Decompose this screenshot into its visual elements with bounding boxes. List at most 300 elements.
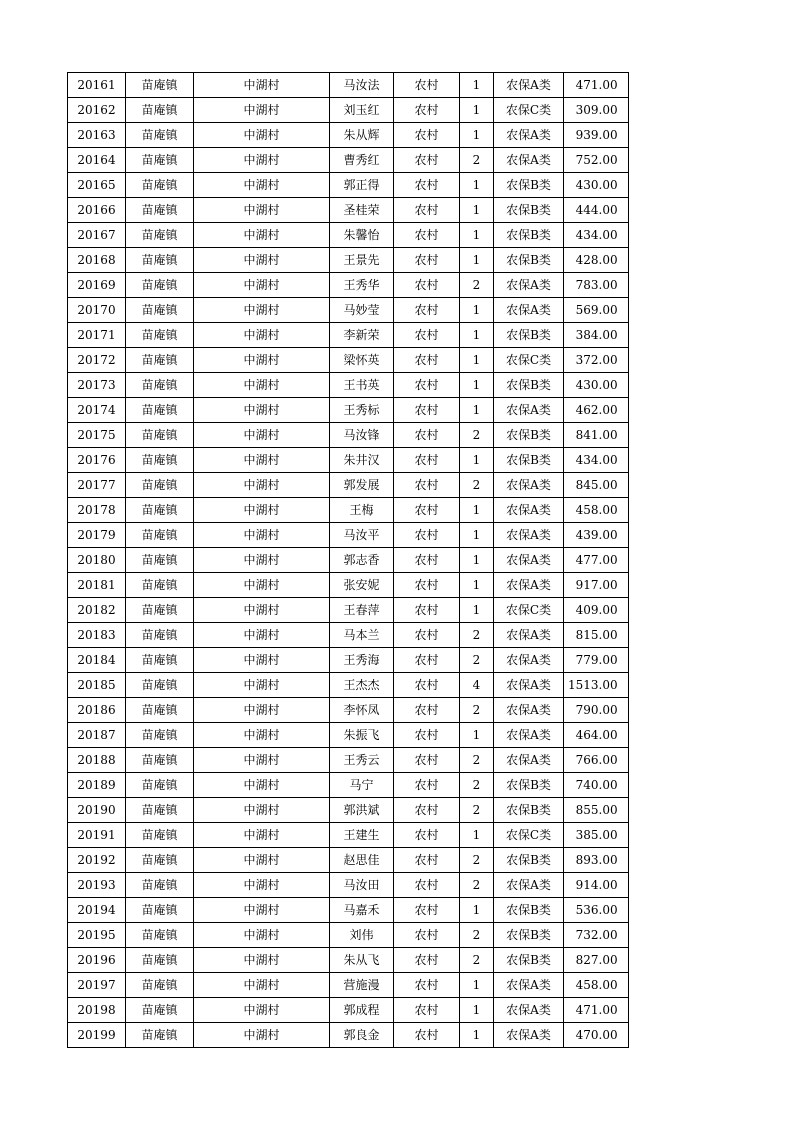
cell-name: 王春萍 <box>330 598 394 623</box>
cell-category: 农保A类 <box>494 273 564 298</box>
cell-village: 中湖村 <box>194 798 330 823</box>
cell-town: 苗庵镇 <box>126 198 194 223</box>
cell-name: 郭正得 <box>330 173 394 198</box>
cell-name: 王书英 <box>330 373 394 398</box>
cell-village: 中湖村 <box>194 348 330 373</box>
cell-type: 农村 <box>394 473 460 498</box>
cell-id: 20174 <box>68 398 126 423</box>
cell-id: 20195 <box>68 923 126 948</box>
cell-town: 苗庵镇 <box>126 223 194 248</box>
cell-name: 王建生 <box>330 823 394 848</box>
cell-village: 中湖村 <box>194 373 330 398</box>
cell-category: 农保B类 <box>494 198 564 223</box>
cell-name: 郭良金 <box>330 1023 394 1048</box>
cell-count: 1 <box>460 898 494 923</box>
cell-name: 朱馨怡 <box>330 223 394 248</box>
cell-amount: 471.00 <box>564 73 629 98</box>
cell-category: 农保C类 <box>494 98 564 123</box>
cell-id: 20198 <box>68 998 126 1023</box>
cell-name: 王秀标 <box>330 398 394 423</box>
cell-town: 苗庵镇 <box>126 73 194 98</box>
cell-id: 20190 <box>68 798 126 823</box>
cell-amount: 779.00 <box>564 648 629 673</box>
cell-type: 农村 <box>394 273 460 298</box>
cell-amount: 1513.00 <box>564 673 629 698</box>
cell-town: 苗庵镇 <box>126 748 194 773</box>
cell-count: 1 <box>460 98 494 123</box>
cell-category: 农保B类 <box>494 373 564 398</box>
table-row <box>68 623 629 648</box>
cell-id: 20161 <box>68 73 126 98</box>
cell-count: 1 <box>460 998 494 1023</box>
table-row <box>68 123 629 148</box>
cell-name: 马汝锋 <box>330 423 394 448</box>
cell-town: 苗庵镇 <box>126 673 194 698</box>
cell-category: 农保A类 <box>494 723 564 748</box>
cell-id: 20165 <box>68 173 126 198</box>
cell-category: 农保B类 <box>494 898 564 923</box>
cell-category: 农保C类 <box>494 348 564 373</box>
table-row <box>68 973 629 998</box>
cell-id: 20191 <box>68 823 126 848</box>
cell-category: 农保A类 <box>494 498 564 523</box>
cell-count: 2 <box>460 773 494 798</box>
cell-type: 农村 <box>394 98 460 123</box>
cell-category: 农保A类 <box>494 473 564 498</box>
cell-town: 苗庵镇 <box>126 473 194 498</box>
cell-name: 王秀华 <box>330 273 394 298</box>
cell-count: 1 <box>460 123 494 148</box>
cell-count: 1 <box>460 523 494 548</box>
cell-name: 刘玉红 <box>330 98 394 123</box>
cell-id: 20176 <box>68 448 126 473</box>
cell-village: 中湖村 <box>194 873 330 898</box>
cell-count: 1 <box>460 173 494 198</box>
cell-id: 20179 <box>68 523 126 548</box>
cell-id: 20166 <box>68 198 126 223</box>
cell-count: 1 <box>460 323 494 348</box>
cell-name: 李新荣 <box>330 323 394 348</box>
cell-id: 20193 <box>68 873 126 898</box>
cell-type: 农村 <box>394 548 460 573</box>
cell-town: 苗庵镇 <box>126 798 194 823</box>
cell-name: 朱井汉 <box>330 448 394 473</box>
cell-name: 马妙莹 <box>330 298 394 323</box>
cell-amount: 309.00 <box>564 98 629 123</box>
table-row <box>68 373 629 398</box>
cell-count: 1 <box>460 973 494 998</box>
cell-town: 苗庵镇 <box>126 573 194 598</box>
cell-type: 农村 <box>394 673 460 698</box>
cell-amount: 917.00 <box>564 573 629 598</box>
cell-type: 农村 <box>394 348 460 373</box>
cell-count: 2 <box>460 473 494 498</box>
cell-amount: 439.00 <box>564 523 629 548</box>
cell-category: 农保A类 <box>494 998 564 1023</box>
cell-town: 苗庵镇 <box>126 348 194 373</box>
cell-count: 1 <box>460 1023 494 1048</box>
cell-amount: 732.00 <box>564 923 629 948</box>
cell-id: 20187 <box>68 723 126 748</box>
cell-town: 苗庵镇 <box>126 423 194 448</box>
cell-name: 王秀海 <box>330 648 394 673</box>
table-row <box>68 648 629 673</box>
cell-id: 20177 <box>68 473 126 498</box>
cell-amount: 939.00 <box>564 123 629 148</box>
cell-amount: 766.00 <box>564 748 629 773</box>
cell-id: 20182 <box>68 598 126 623</box>
cell-id: 20169 <box>68 273 126 298</box>
cell-count: 1 <box>460 498 494 523</box>
cell-village: 中湖村 <box>194 998 330 1023</box>
cell-count: 1 <box>460 598 494 623</box>
cell-town: 苗庵镇 <box>126 523 194 548</box>
cell-count: 2 <box>460 848 494 873</box>
cell-count: 1 <box>460 398 494 423</box>
cell-type: 农村 <box>394 748 460 773</box>
table-row <box>68 598 629 623</box>
cell-type: 农村 <box>394 623 460 648</box>
cell-id: 20197 <box>68 973 126 998</box>
cell-amount: 855.00 <box>564 798 629 823</box>
cell-category: 农保B类 <box>494 423 564 448</box>
table-row <box>68 1023 629 1048</box>
cell-type: 农村 <box>394 223 460 248</box>
cell-type: 农村 <box>394 373 460 398</box>
cell-village: 中湖村 <box>194 723 330 748</box>
cell-type: 农村 <box>394 973 460 998</box>
table-row <box>68 823 629 848</box>
cell-name: 营施漫 <box>330 973 394 998</box>
table-row <box>68 548 629 573</box>
cell-type: 农村 <box>394 598 460 623</box>
cell-count: 2 <box>460 798 494 823</box>
table-row <box>68 523 629 548</box>
cell-category: 农保B类 <box>494 798 564 823</box>
cell-count: 1 <box>460 248 494 273</box>
table-row <box>68 698 629 723</box>
cell-amount: 569.00 <box>564 298 629 323</box>
cell-category: 农保A类 <box>494 123 564 148</box>
table-row <box>68 673 629 698</box>
cell-name: 圣桂荣 <box>330 198 394 223</box>
cell-village: 中湖村 <box>194 623 330 648</box>
cell-village: 中湖村 <box>194 423 330 448</box>
cell-village: 中湖村 <box>194 398 330 423</box>
cell-town: 苗庵镇 <box>126 773 194 798</box>
cell-village: 中湖村 <box>194 848 330 873</box>
cell-id: 20168 <box>68 248 126 273</box>
cell-type: 农村 <box>394 248 460 273</box>
cell-village: 中湖村 <box>194 973 330 998</box>
cell-id: 20164 <box>68 148 126 173</box>
data-table <box>67 72 629 1048</box>
cell-id: 20181 <box>68 573 126 598</box>
table-row <box>68 898 629 923</box>
cell-name: 朱从飞 <box>330 948 394 973</box>
cell-category: 农保B类 <box>494 248 564 273</box>
cell-town: 苗庵镇 <box>126 698 194 723</box>
cell-count: 1 <box>460 573 494 598</box>
cell-amount: 914.00 <box>564 873 629 898</box>
cell-category: 农保B类 <box>494 173 564 198</box>
cell-amount: 428.00 <box>564 248 629 273</box>
cell-name: 梁怀英 <box>330 348 394 373</box>
cell-type: 农村 <box>394 198 460 223</box>
table-row <box>68 498 629 523</box>
cell-count: 2 <box>460 423 494 448</box>
cell-name: 王梅 <box>330 498 394 523</box>
cell-id: 20186 <box>68 698 126 723</box>
cell-category: 农保B类 <box>494 848 564 873</box>
cell-village: 中湖村 <box>194 698 330 723</box>
cell-count: 2 <box>460 148 494 173</box>
cell-town: 苗庵镇 <box>126 448 194 473</box>
cell-category: 农保B类 <box>494 773 564 798</box>
cell-id: 20194 <box>68 898 126 923</box>
cell-count: 2 <box>460 748 494 773</box>
cell-id: 20167 <box>68 223 126 248</box>
table-row <box>68 748 629 773</box>
cell-category: 农保A类 <box>494 673 564 698</box>
cell-count: 4 <box>460 673 494 698</box>
cell-type: 农村 <box>394 498 460 523</box>
cell-amount: 841.00 <box>564 423 629 448</box>
cell-town: 苗庵镇 <box>126 548 194 573</box>
cell-type: 农村 <box>394 398 460 423</box>
cell-amount: 815.00 <box>564 623 629 648</box>
cell-amount: 409.00 <box>564 598 629 623</box>
cell-name: 王杰杰 <box>330 673 394 698</box>
cell-id: 20188 <box>68 748 126 773</box>
table-row <box>68 573 629 598</box>
cell-type: 农村 <box>394 773 460 798</box>
cell-town: 苗庵镇 <box>126 873 194 898</box>
cell-village: 中湖村 <box>194 473 330 498</box>
cell-village: 中湖村 <box>194 298 330 323</box>
table-row <box>68 873 629 898</box>
cell-amount: 790.00 <box>564 698 629 723</box>
cell-id: 20162 <box>68 98 126 123</box>
cell-town: 苗庵镇 <box>126 648 194 673</box>
cell-count: 2 <box>460 923 494 948</box>
cell-amount: 783.00 <box>564 273 629 298</box>
cell-id: 20163 <box>68 123 126 148</box>
cell-type: 农村 <box>394 923 460 948</box>
cell-name: 曹秀红 <box>330 148 394 173</box>
cell-count: 2 <box>460 873 494 898</box>
cell-count: 1 <box>460 223 494 248</box>
cell-village: 中湖村 <box>194 823 330 848</box>
cell-type: 农村 <box>394 823 460 848</box>
cell-amount: 740.00 <box>564 773 629 798</box>
cell-village: 中湖村 <box>194 648 330 673</box>
cell-name: 郭洪斌 <box>330 798 394 823</box>
cell-name: 郭发展 <box>330 473 394 498</box>
cell-amount: 477.00 <box>564 548 629 573</box>
cell-category: 农保A类 <box>494 573 564 598</box>
cell-name: 马宁 <box>330 773 394 798</box>
cell-category: 农保C类 <box>494 598 564 623</box>
cell-town: 苗庵镇 <box>126 273 194 298</box>
cell-village: 中湖村 <box>194 323 330 348</box>
cell-category: 农保A类 <box>494 648 564 673</box>
cell-town: 苗庵镇 <box>126 923 194 948</box>
cell-name: 王景先 <box>330 248 394 273</box>
cell-count: 1 <box>460 723 494 748</box>
cell-type: 农村 <box>394 698 460 723</box>
table-row <box>68 98 629 123</box>
cell-id: 20192 <box>68 848 126 873</box>
table-row <box>68 323 629 348</box>
cell-village: 中湖村 <box>194 948 330 973</box>
cell-category: 农保B类 <box>494 323 564 348</box>
cell-amount: 434.00 <box>564 448 629 473</box>
cell-name: 马汝平 <box>330 523 394 548</box>
cell-id: 20196 <box>68 948 126 973</box>
cell-id: 20183 <box>68 623 126 648</box>
cell-category: 农保B类 <box>494 923 564 948</box>
cell-village: 中湖村 <box>194 73 330 98</box>
cell-category: 农保A类 <box>494 398 564 423</box>
cell-type: 农村 <box>394 73 460 98</box>
cell-type: 农村 <box>394 173 460 198</box>
cell-count: 1 <box>460 298 494 323</box>
table-row <box>68 73 629 98</box>
cell-type: 农村 <box>394 423 460 448</box>
cell-town: 苗庵镇 <box>126 148 194 173</box>
cell-town: 苗庵镇 <box>126 248 194 273</box>
cell-name: 赵思佳 <box>330 848 394 873</box>
table-row <box>68 273 629 298</box>
cell-count: 2 <box>460 648 494 673</box>
cell-category: 农保A类 <box>494 698 564 723</box>
table-row <box>68 398 629 423</box>
cell-name: 朱从辉 <box>330 123 394 148</box>
cell-id: 20172 <box>68 348 126 373</box>
cell-town: 苗庵镇 <box>126 1023 194 1048</box>
cell-name: 李怀凤 <box>330 698 394 723</box>
cell-name: 马汝法 <box>330 73 394 98</box>
cell-category: 农保A类 <box>494 548 564 573</box>
cell-town: 苗庵镇 <box>126 98 194 123</box>
cell-id: 20184 <box>68 648 126 673</box>
cell-type: 农村 <box>394 648 460 673</box>
cell-amount: 827.00 <box>564 948 629 973</box>
cell-type: 农村 <box>394 123 460 148</box>
cell-name: 马嘉禾 <box>330 898 394 923</box>
cell-count: 2 <box>460 698 494 723</box>
cell-type: 农村 <box>394 298 460 323</box>
cell-village: 中湖村 <box>194 148 330 173</box>
cell-village: 中湖村 <box>194 248 330 273</box>
cell-type: 农村 <box>394 323 460 348</box>
table-row <box>68 348 629 373</box>
cell-type: 农村 <box>394 848 460 873</box>
table-row <box>68 723 629 748</box>
cell-count: 1 <box>460 373 494 398</box>
cell-count: 1 <box>460 448 494 473</box>
table-row <box>68 248 629 273</box>
cell-name: 朱振飞 <box>330 723 394 748</box>
cell-village: 中湖村 <box>194 198 330 223</box>
cell-type: 农村 <box>394 523 460 548</box>
cell-id: 20178 <box>68 498 126 523</box>
cell-village: 中湖村 <box>194 598 330 623</box>
cell-town: 苗庵镇 <box>126 373 194 398</box>
cell-amount: 471.00 <box>564 998 629 1023</box>
cell-category: 农保A类 <box>494 973 564 998</box>
cell-type: 农村 <box>394 898 460 923</box>
cell-amount: 536.00 <box>564 898 629 923</box>
cell-town: 苗庵镇 <box>126 898 194 923</box>
cell-count: 1 <box>460 73 494 98</box>
table-row <box>68 998 629 1023</box>
cell-village: 中湖村 <box>194 548 330 573</box>
cell-amount: 458.00 <box>564 973 629 998</box>
cell-town: 苗庵镇 <box>126 623 194 648</box>
cell-category: 农保B类 <box>494 223 564 248</box>
cell-amount: 752.00 <box>564 148 629 173</box>
cell-village: 中湖村 <box>194 573 330 598</box>
table-row <box>68 448 629 473</box>
cell-village: 中湖村 <box>194 173 330 198</box>
cell-village: 中湖村 <box>194 1023 330 1048</box>
cell-name: 马汝田 <box>330 873 394 898</box>
cell-type: 农村 <box>394 573 460 598</box>
cell-id: 20199 <box>68 1023 126 1048</box>
cell-village: 中湖村 <box>194 673 330 698</box>
cell-amount: 845.00 <box>564 473 629 498</box>
cell-amount: 434.00 <box>564 223 629 248</box>
table-row <box>68 923 629 948</box>
table-row <box>68 773 629 798</box>
cell-category: 农保A类 <box>494 523 564 548</box>
cell-town: 苗庵镇 <box>126 598 194 623</box>
cell-town: 苗庵镇 <box>126 398 194 423</box>
cell-type: 农村 <box>394 998 460 1023</box>
cell-count: 2 <box>460 623 494 648</box>
cell-village: 中湖村 <box>194 273 330 298</box>
cell-id: 20189 <box>68 773 126 798</box>
table-row <box>68 148 629 173</box>
cell-category: 农保C类 <box>494 823 564 848</box>
cell-category: 农保B类 <box>494 948 564 973</box>
cell-town: 苗庵镇 <box>126 498 194 523</box>
table-row <box>68 798 629 823</box>
table-row <box>68 848 629 873</box>
cell-category: 农保B类 <box>494 448 564 473</box>
cell-village: 中湖村 <box>194 223 330 248</box>
cell-category: 农保A类 <box>494 1023 564 1048</box>
cell-town: 苗庵镇 <box>126 973 194 998</box>
cell-category: 农保A类 <box>494 748 564 773</box>
cell-id: 20185 <box>68 673 126 698</box>
cell-town: 苗庵镇 <box>126 323 194 348</box>
cell-town: 苗庵镇 <box>126 723 194 748</box>
cell-village: 中湖村 <box>194 523 330 548</box>
cell-amount: 462.00 <box>564 398 629 423</box>
cell-id: 20170 <box>68 298 126 323</box>
cell-type: 农村 <box>394 948 460 973</box>
table-row <box>68 198 629 223</box>
cell-id: 20171 <box>68 323 126 348</box>
table-row <box>68 173 629 198</box>
cell-name: 刘伟 <box>330 923 394 948</box>
cell-category: 农保A类 <box>494 873 564 898</box>
table-row <box>68 298 629 323</box>
cell-town: 苗庵镇 <box>126 848 194 873</box>
